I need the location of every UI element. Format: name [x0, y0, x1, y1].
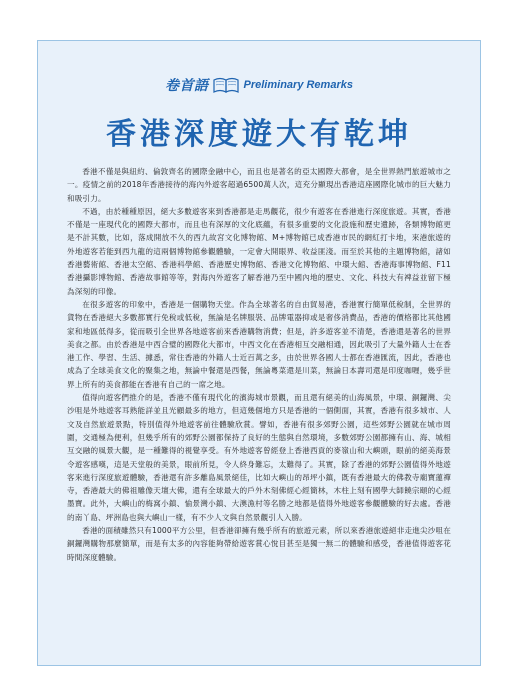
paragraph-4: 值得向遊客們推介的是，香港不僅有現代化的濱海城市景觀，而且還有絕美的山海風景，中環、銅鑼灣、尖沙咀是外地遊客耳熟能詳並且光顧最多的地方，但這幾個地方只是香港的一個側面，其實，香港有很多城市、人文及自然旅遊景點，特別值得外地遊客前往體驗欣賞。譬如，香港有很多郊野公園，這些郊野公園就在城市周圍，交通極為便利，但幾乎所有的郊野公園都保持了良好的生態與自然環境，多數郊野公園都擁有山、海、城相互交融的風景大觀，是一種難得的視覺享受。有外地遊客曾經登上香港西貢的麥嶺山和大嶼頭，眼前的絕美海景令遊客感嘆，這是天堂般的美景，眼前所見，令人終身難忘，太難得了。其實，除了香港的郊野公園值得外地遊客來進行深度旅遊體驗，香港還有許多離島風景絕佳，比如大嶼山的昂坪小鎮，既有香港最大的佛教寺廟寶蓮禪寺，香港最大的佛祖雕像天壇大佛，還有全球最大的戶外木刻佛經心經簡林，木柱上刻有國學大師饒宗頤的心經墨寶。此外，大嶼山的梅窩小鎮、愉景灣小鎮、大澳漁村等名勝之地都是值得外地遊客參觀體驗的好去處。香港的南丫島、坪洲島也與大嶼山一樣，有不少人文與自然景觀引人入勝。 — [67, 393, 451, 522]
content-frame — [37, 40, 481, 666]
paragraph-3: 在很多遊客的印象中，香港是一個購物天堂。作為全球著名的自由貿易港，香港實行簡單低稅制，全世界的貨物在香港絕大多數都實行免稅或低稅，無論是名牌服裝、品牌電器抑或是奢侈消費品，香港的價格都比其他國家和地區低得多，從而吸引全世界各地遊客前來香港購物消費；但是，許多遊客並不清楚，香港還是著名的世界美食之都。由於香港是中西合璧的國際化大都市，中西文化在香港相互交融相通，因此吸引了大量外籍人士在香港工作、學習、生活、據悉，常住香港的外籍人士近百萬之多，由於世界各國人士都在香港匯流，因此，香港也成為了全球美食文化的聚集之地，無論中餐還是西餐，無論粵菜還是川菜，無論日本壽司還是印度咖喱，幾乎世界上所有的美食都能在香港有自己的一席之地。 — [67, 299, 451, 389]
paragraph-1: 香港不僅是與紐約、倫敦齊名的國際金融中心，而且也是著名的亞太國際大都會，是全世界熱門旅遊城市之一。疫情之前的2018年香港接待的海內外遊客超過6500萬人次，這充分顯現出香港這座國際化城市的巨大魅力和吸引力。 — [67, 167, 451, 203]
open-book-icon — [213, 77, 239, 93]
paragraph-2: 不過，由於種種原因，絕大多數遊客來到香港都是走馬觀花，很少有遊客在香港進行深度旅遊。其實，香港不僅是一座現代化的國際大都市，而且也有深厚的文化底蘊，有很多重要的文化設施和歷史遺跡，各類博物館更是不計其數，比如，落成開放不久的西九故宮文化博物館、M+博物館已成香港市民的網紅打卡地，來港旅遊的外地遊客若能到西九龍的這兩個博物館參觀體驗，一定會大開眼界、收益匪淺。而至於其他的主題博物館，諸如香港藝術館、香港太空館、香港科學館、香港歷史博物館、香港文化博物館、中環大館、香港海事博物館、F11香港攝影博物館、香港故事館等等，對海內外遊客了解香港乃至中國內地的歷史、文化、科技大有裨益並留下極為深刻的印像。 — [67, 206, 451, 296]
paragraph-5: 香港的面積雖然只有1000平方公里，但香港卻擁有幾乎所有的旅遊元素，所以來香港旅遊絕非走進尖沙咀在銅鑼灣購物那麼簡單，而是有太多的內容能夠帶給遊客賞心悅目甚至是獨一無二的體驗和感受，香港值得遊客花時間深度體驗。 — [67, 526, 451, 562]
page-title: 香港深度遊大有乾坤 — [106, 117, 412, 152]
content-inner — [38, 63, 480, 564]
section-label-cn: 卷首語 — [165, 78, 209, 94]
section-label-en: Preliminary Remarks — [243, 79, 353, 91]
section-header — [67, 63, 451, 107]
